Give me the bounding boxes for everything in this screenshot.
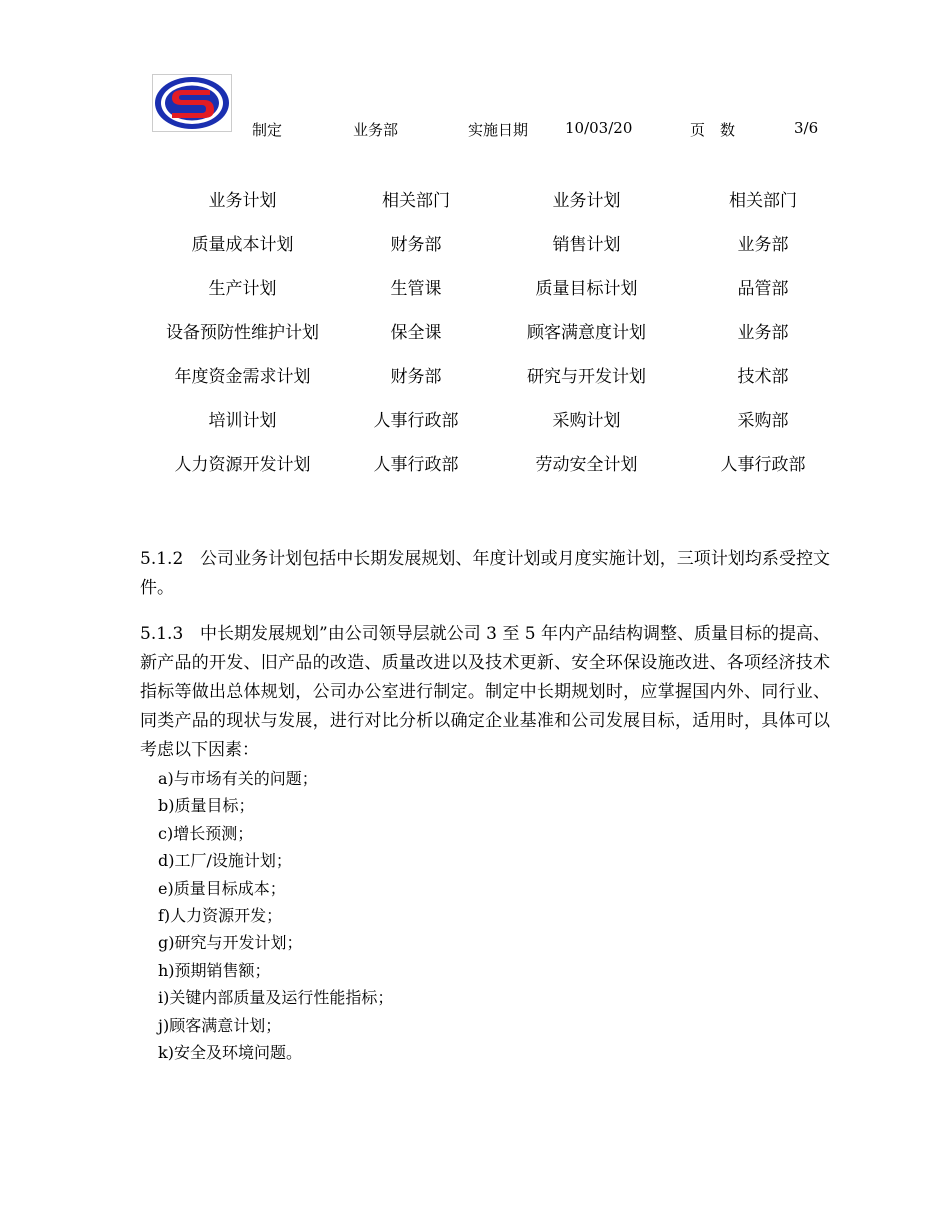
list-item: k)安全及环境问题。 — [158, 1043, 302, 1063]
section-5-1-2 — [140, 545, 830, 603]
date-label: 实施日期 — [468, 121, 529, 139]
section-5-1-3 — [140, 620, 830, 765]
made-label: 制定 — [252, 121, 283, 139]
list-item: h)预期销售额； — [158, 960, 271, 980]
table-cell: 保全课 — [390, 322, 442, 343]
table-cell: 业务部 — [737, 234, 789, 255]
list-item: d)工厂/设施计划； — [158, 851, 292, 871]
table-row — [152, 308, 852, 352]
table-row — [152, 264, 852, 308]
table-cell: 品管部 — [737, 278, 789, 299]
table-cell: 人力资源开发计划 — [174, 454, 311, 475]
table-cell: 人事行政部 — [373, 454, 459, 475]
department-value: 业务部 — [353, 121, 399, 139]
table-cell: 劳动安全计划 — [535, 454, 638, 475]
table-cell: 采购计划 — [552, 410, 621, 431]
list-item: g)研究与开发计划； — [158, 933, 303, 953]
table-cell: 顾客满意度计划 — [527, 322, 646, 343]
table-cell: 设备预防性维护计划 — [166, 322, 319, 343]
page-value: 3/6 — [794, 119, 819, 137]
list-item: f)人力资源开发； — [158, 906, 283, 926]
table-cell: 生管课 — [390, 278, 442, 299]
section-text: 公司业务计划包括中长期发展规划、年度计划或月度实施计划，三项计划均系受控文件。 — [140, 549, 830, 598]
table-cell: 业务计划 — [208, 190, 277, 211]
table-row — [152, 396, 852, 440]
table-cell: 相关部门 — [382, 190, 450, 211]
section-text: 中长期发展规划”由公司领导层就公司 3 至 5 年内产品结构调整、质量目标的提高、新产品的开发、旧产品的改造、质量改进以及技术更新、安全环保设施改进、各项经济技术指标等做出总体规划，公司办公室进行制定。制定中长期规划时，应掌握国内外、同行业、同类产品的现状与发展，进行对比分析以确定企业基准和公司发展目标，适用时，具体可以考虑以下因素： — [140, 624, 830, 760]
table-cell: 人事行政部 — [720, 454, 806, 475]
table-row — [152, 220, 852, 264]
table-cell: 质量目标计划 — [535, 278, 638, 299]
plan-department-table — [152, 176, 852, 484]
table-cell: 财务部 — [390, 366, 442, 387]
table-row — [152, 352, 852, 396]
table-row — [152, 440, 852, 484]
date-value: 10/03/20 — [565, 119, 633, 137]
plan-table-body — [152, 176, 852, 484]
list-item: b)质量目标； — [158, 796, 255, 816]
table-cell: 财务部 — [390, 234, 442, 255]
section-number: 5.1.3 — [140, 624, 184, 644]
page-label: 页 数 — [690, 121, 736, 139]
table-cell: 年度资金需求计划 — [174, 366, 311, 387]
list-item: e)质量目标成本； — [158, 878, 286, 898]
list-item: a)与市场有关的问题； — [158, 769, 318, 788]
list-item: c)增长预测； — [158, 823, 254, 843]
table-cell: 销售计划 — [552, 234, 621, 255]
table-cell: 生产计划 — [208, 278, 277, 299]
table-cell: 质量成本计划 — [191, 234, 294, 255]
table-cell: 人事行政部 — [373, 410, 459, 431]
section-number: 5.1.2 — [140, 549, 184, 569]
table-cell: 业务计划 — [552, 190, 621, 211]
list-item: j)顾客满意计划； — [158, 1015, 282, 1035]
document-header — [0, 119, 950, 139]
factor-list — [158, 765, 393, 1066]
list-item: i)关键内部质量及运行性能指标； — [158, 988, 394, 1008]
table-cell: 业务部 — [737, 322, 789, 343]
table-cell: 培训计划 — [208, 410, 277, 431]
table-cell: 采购部 — [737, 410, 789, 431]
table-cell: 研究与开发计划 — [527, 366, 646, 387]
table-cell: 技术部 — [737, 366, 789, 387]
table-row — [152, 176, 852, 220]
table-cell: 相关部门 — [729, 190, 797, 211]
